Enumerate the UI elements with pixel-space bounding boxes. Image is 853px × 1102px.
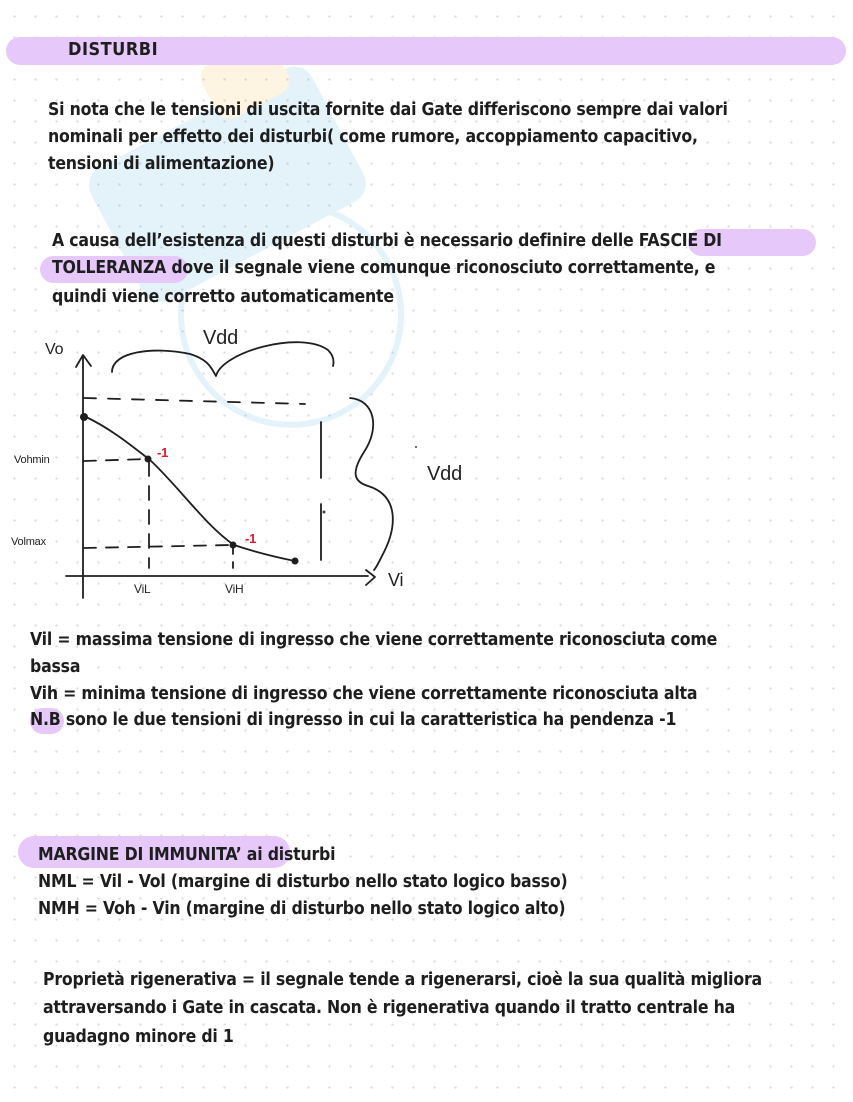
y-axis-label: Vo [45,341,64,358]
vdd-right-label: Vdd [427,463,462,485]
x-axis-arrow [366,570,375,585]
rigenerativa-line: Proprietà rigenerativa = il segnale tende a rigenerarsi, cioè la sua qualità migliora [43,970,762,990]
fasce-line-3: quindi viene corretto automaticamente [52,287,394,307]
nb-prefix: N.B [30,710,61,730]
voh-dashed [84,459,147,461]
curve-point-end [292,558,299,565]
margine-heading-highlight: MARGINE DI IMMUNITA’ [38,845,242,865]
fasce-highlight-text-1: FASCIE DI [638,231,722,251]
curve-point-start [80,413,88,421]
vol-dashed [84,545,232,548]
intro-line: nominali per effetto dei disturbi( come rumore, accoppiamento capacitivo, [48,127,698,147]
page-title: DISTURBI [68,39,159,60]
vil-label: ViL [134,582,151,596]
vdd-brace-right [350,398,393,570]
vil-definition-cont: bassa [30,657,81,677]
fasce-line-2-text: dove il segnale viene comunque riconosciuto correttamente, e [166,258,716,278]
fasce-line-1-text: A causa dell’esistenza di questi disturbi è necessario definire delle [52,231,639,251]
x-axis-label: Vi [388,570,404,590]
margine-heading [38,842,335,869]
vil-definition: Vil = massima tensione di ingresso che viene correttamente riconosciuta come [30,630,718,650]
characteristic-curve [84,416,295,561]
vdd-dashed-top [84,398,305,404]
vol-label: Volmax [11,536,46,548]
nb-text: sono le due tensioni di ingresso in cui la caratteristica ha pendenza -1 [60,710,677,730]
intro-line: Si nota che le tensioni di uscita fornite dai Gate differiscono sempre dai valori [48,100,728,120]
stray-dot [323,511,326,514]
voh-label: Vohmin [14,454,50,466]
slope-label-vih: -1 [245,531,257,546]
stray-dot [415,446,417,448]
nmh-formula: NMH = Voh - Vin (margine di disturbo nello stato logico alto) [38,899,566,919]
vih-definition: Vih = minima tensione di ingresso che viene correttamente riconosciuta alta [30,684,698,704]
margine-heading-rest: ai disturbi [241,845,336,865]
curve-point-vil [145,456,152,463]
vih-label: ViH [225,582,244,596]
slope-label-vil: -1 [157,445,169,460]
rigenerativa-line: guadagno minore di 1 [43,1027,234,1047]
nb-note [30,707,676,734]
fasce-highlight-text-2: TOLLERANZA [52,258,167,278]
rigenerativa-line: attraversando i Gate in cascata. Non è rigenerativa quando il tratto centrale ha [43,998,736,1018]
curve-point-vih [230,542,237,549]
nml-formula: NML = Vil - Vol (margine di disturbo nello stato logico basso) [38,872,568,892]
vdd-top-label: Vdd [203,327,238,349]
intro-line: tensioni di alimentazione) [48,154,275,174]
